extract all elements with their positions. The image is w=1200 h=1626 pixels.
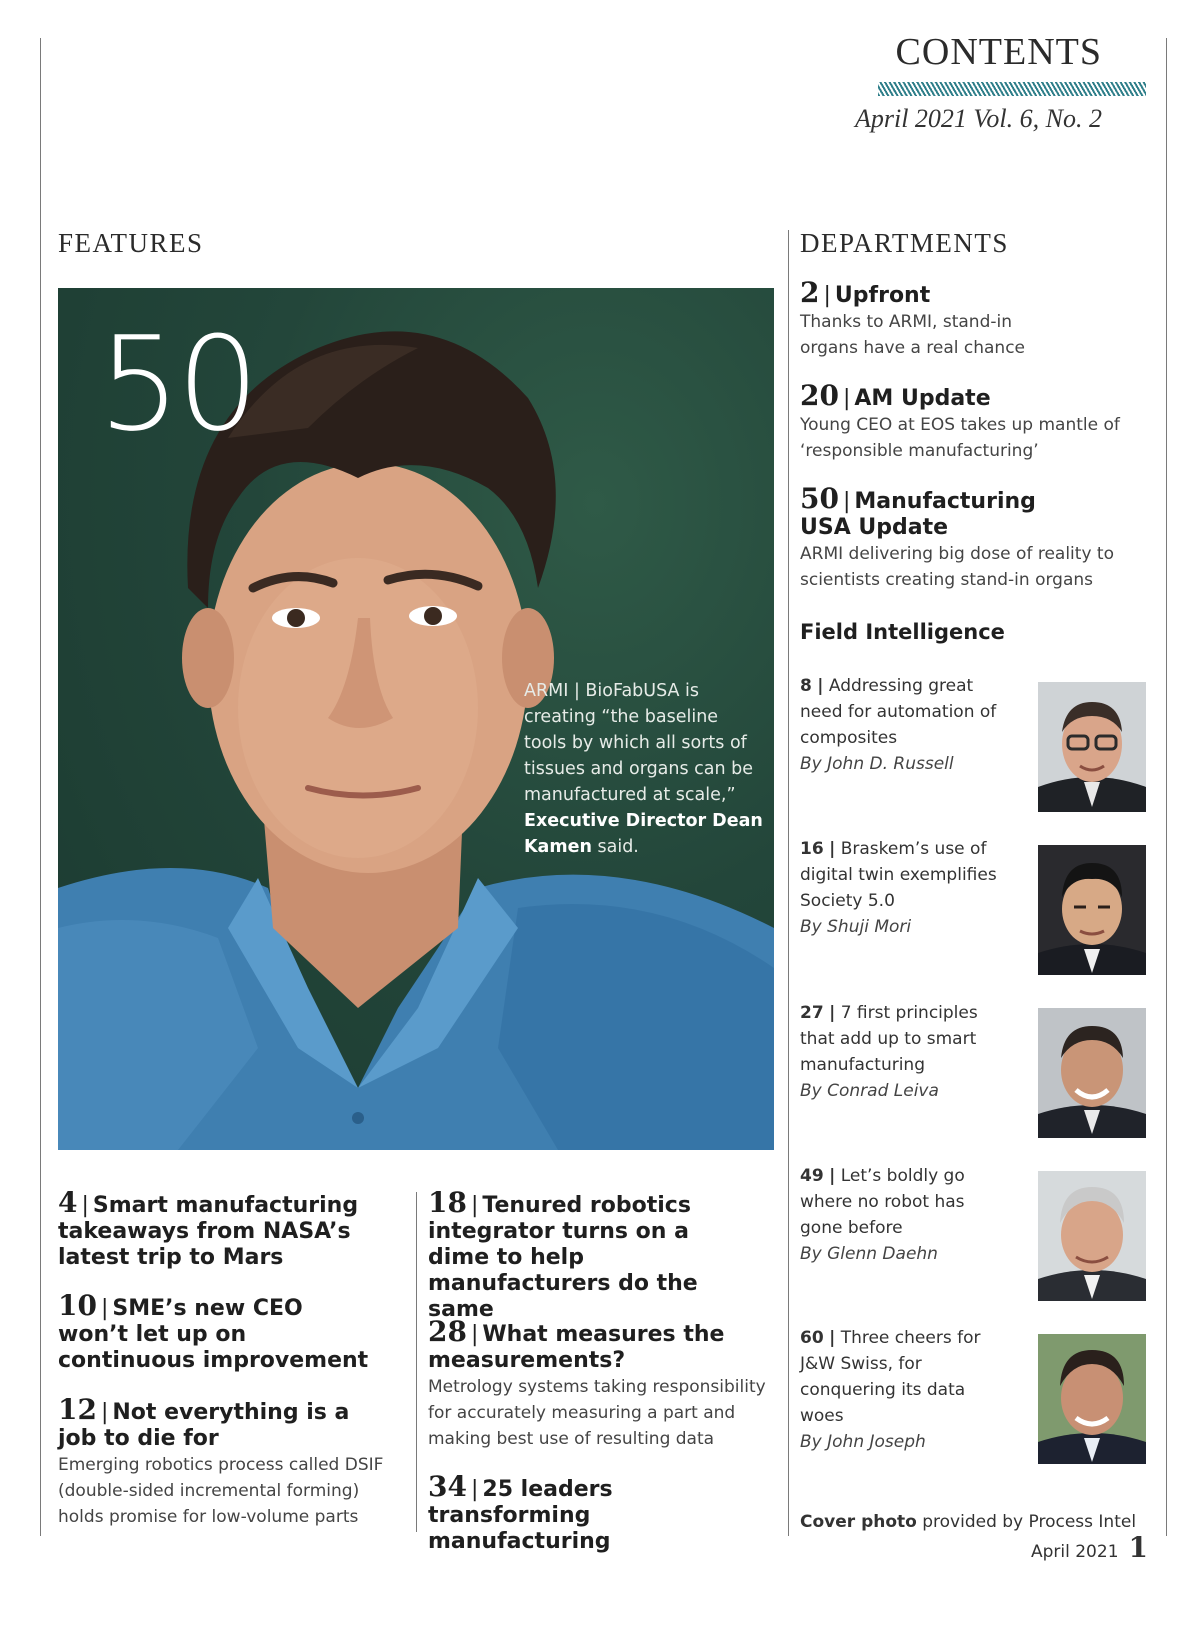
author-photo — [1038, 1008, 1146, 1138]
department-title: AM Update — [854, 386, 991, 411]
department-description: Thanks to ARMI, stand-in organs have a real chance — [800, 312, 1026, 358]
features-heading: FEATURES — [58, 228, 204, 258]
feature-page-number: 18 — [428, 1186, 467, 1219]
field-intelligence-heading: Field Intelligence — [800, 620, 1005, 644]
author-photo — [1038, 682, 1146, 812]
feature-item[interactable]: 28 | What measures the measurements? Metrology systems taking responsibility for accurately measuring a part and making best use of resulting data — [428, 1319, 768, 1452]
column-divider-rule — [788, 230, 789, 1536]
feature-title: What measures the measurements? — [428, 1322, 725, 1373]
feature-page-number: 12 — [58, 1393, 97, 1426]
feature-item[interactable]: 12 | Not everything is a job to die for Emerging robotics process called DSIF (double-sided incremental forming) holds promise for low-volume parts — [58, 1397, 388, 1530]
cover-quote-attribution: Executive Director Dean Kamen — [524, 811, 763, 857]
fi-page-number: 49 — [800, 1166, 824, 1186]
page-footer — [1031, 1531, 1148, 1564]
field-intelligence-item[interactable]: 16 | Braskem’s use of digital twin exemplifies Society 5.0 By Shuji Mori — [800, 839, 997, 937]
department-description: Young CEO at EOS takes up mantle of ‘responsible manufacturing’ — [800, 415, 1120, 461]
author-photo — [1038, 1171, 1146, 1301]
cover-story-page-number: 50 — [98, 308, 256, 460]
fi-byline: By Shuji Mori — [800, 917, 912, 937]
feature-divider-rule — [416, 1192, 417, 1532]
fi-title: Three cheers for J&W Swiss, for conquering its data woes — [800, 1328, 981, 1426]
feature-description: Metrology systems taking responsibility for accurately measuring a part and making best use of resulting data — [428, 1377, 766, 1449]
feature-item[interactable]: 34 | 25 leaders transforming manufacturing — [428, 1470, 613, 1554]
feature-page-number: 28 — [428, 1315, 467, 1348]
department-item[interactable]: 20 | AM Update Young CEO at EOS takes up mantle of ‘responsible manufacturing’ — [800, 383, 1140, 464]
feature-page-number: 34 — [428, 1470, 467, 1503]
fi-page-number: 8 — [800, 676, 812, 696]
author-photo — [1038, 845, 1146, 975]
feature-title: SME’s new CEO won’t let up on continuous improvement — [58, 1296, 369, 1373]
page-number: 1 — [1128, 1531, 1148, 1564]
feature-title: Not everything is a job to die for — [58, 1400, 350, 1451]
cover-credit-label: Cover photo — [800, 1512, 917, 1532]
department-item[interactable]: 50 | Manufacturing USA Update ARMI delivering big dose of reality to scientists creating stand-in organs — [800, 486, 1030, 593]
cover-quote-said: said. — [591, 837, 639, 857]
department-page-number: 2 — [800, 276, 820, 309]
cover-quote — [524, 678, 764, 860]
feature-title: 25 leaders transforming manufacturing — [428, 1477, 613, 1554]
field-intelligence-item[interactable]: 49 | Let’s boldly go where no robot has gone before By Glenn Daehn — [800, 1166, 965, 1264]
header-hatch-bar — [878, 82, 1146, 96]
feature-title: Smart manufacturing takeaways from NASA’s latest trip to Mars — [58, 1193, 359, 1270]
left-frame-rule — [40, 38, 41, 1536]
field-intelligence-item[interactable]: 27 | 7 first principles that add up to smart manufacturing By Conrad Leiva — [800, 1003, 978, 1101]
issue-date: April 2021 Vol. 6, No. 2 — [854, 104, 1102, 133]
feature-title: Tenured robotics integrator turns on a dime to help manufacturers do the same — [428, 1193, 698, 1322]
fi-byline: By John Joseph — [800, 1432, 926, 1452]
fi-byline: By Conrad Leiva — [800, 1081, 939, 1101]
fi-page-number: 60 — [800, 1328, 824, 1348]
fi-page-number: 16 — [800, 839, 824, 859]
cover-quote-text: ARMI | BioFabUSA is creating “the baseline tools by which all sorts of tissues and organs can be manufactured at scale,” — [524, 681, 754, 805]
department-title: Upfront — [834, 283, 931, 308]
field-intelligence-item[interactable]: 60 | Three cheers for J&W Swiss, for conquering its data woes By John Joseph — [800, 1328, 981, 1452]
fi-byline: By Glenn Daehn — [800, 1244, 938, 1264]
department-description: ARMI delivering big dose of reality to scientists creating stand-in organs — [800, 544, 1114, 590]
feature-description: Emerging robotics process called DSIF (double-sided incremental forming) holds promise for low-volume parts — [58, 1455, 384, 1527]
feature-page-number: 4 — [58, 1186, 78, 1219]
fi-title: Braskem’s use of digital twin exemplifies Society 5.0 — [800, 839, 997, 911]
cover-credit — [800, 1512, 1136, 1532]
feature-item[interactable]: 10 | SME’s new CEO won’t let up on continuous improvement — [58, 1289, 369, 1373]
feature-page-number: 10 — [58, 1289, 97, 1322]
fi-page-number: 27 — [800, 1003, 824, 1023]
fi-byline: By John D. Russell — [800, 754, 954, 774]
department-page-number: 50 — [800, 482, 839, 515]
field-intelligence-item[interactable]: 8 | Addressing great need for automation of composites By John D. Russell — [800, 676, 997, 774]
cover-story-photo — [58, 288, 774, 1150]
fi-title: Addressing great need for automation of composites — [800, 676, 997, 748]
footer-month: April 2021 — [1030, 1542, 1119, 1562]
departments-heading: DEPARTMENTS — [800, 228, 1009, 258]
feature-item[interactable]: 4 | Smart manufacturing takeaways from NASA’s latest trip to Mars — [58, 1186, 359, 1270]
fi-title: 7 first principles that add up to smart manufacturing — [800, 1003, 978, 1075]
cover-credit-text: provided by Process Intel — [916, 1512, 1137, 1532]
department-title: Manufacturing USA Update — [800, 489, 1036, 540]
department-item[interactable]: 2 | Upfront Thanks to ARMI, stand-in organs have a real chance — [800, 280, 1140, 361]
contents-title: CONTENTS — [895, 31, 1102, 73]
author-photo — [1038, 1334, 1146, 1464]
feature-item[interactable]: 18 | Tenured robotics integrator turns on a dime to help manufacturers do the same — [428, 1186, 698, 1322]
fi-title: Let’s boldly go where no robot has gone before — [800, 1166, 965, 1238]
department-page-number: 20 — [800, 379, 839, 412]
right-frame-rule — [1166, 38, 1167, 1536]
